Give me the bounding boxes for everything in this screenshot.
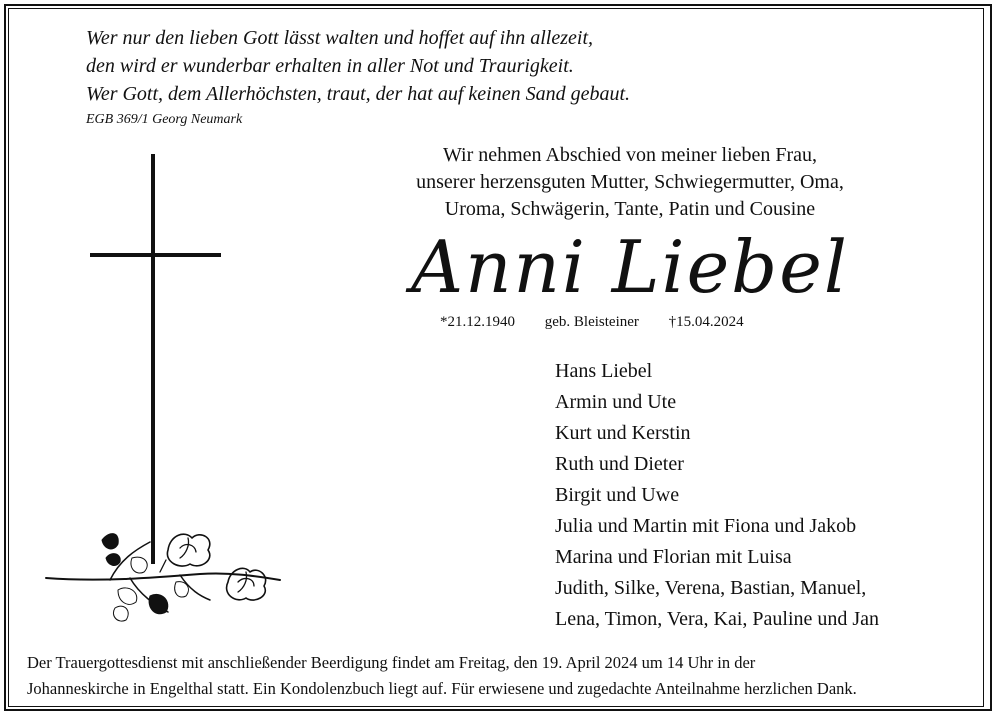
death-date: †15.04.2024 (668, 314, 744, 330)
verse-source: EGB 369/1 Georg Neumark (86, 112, 243, 127)
life-dates (440, 314, 744, 331)
list-item: Armin und Ute (555, 391, 677, 413)
farewell-intro (330, 142, 930, 223)
verse-line-2: den wird er wunderbar erhalten in aller Not und Traurigkeit. (86, 55, 574, 77)
cross-with-roses-icon (40, 150, 290, 640)
list-item: Birgit und Uwe (555, 484, 680, 506)
list-item: Marina und Florian mit Luisa (555, 546, 792, 568)
intro-line-3: Uroma, Schwägerin, Tante, Patin und Cousine (444, 198, 816, 220)
verse-line-1: Wer nur den lieben Gott lässt walten und hoffet auf ihn allezeit, (86, 27, 594, 49)
bible-verse (86, 24, 630, 108)
intro-line-1: Wir nehmen Abschied von meiner lieben Frau, (442, 144, 818, 166)
footer-line-1: Der Trauergottesdienst mit anschließender Beerdigung findet am Freitag, den 19. April 2024 um 14 Uhr in der (27, 653, 756, 672)
footer-line-2: Johanneskirche in Engelthal statt. Ein Kondolenzbuch liegt auf. Für erwiesene und zugedachte Anteilnahme herzlichen Dank. (27, 679, 857, 698)
deceased-name: Anni Liebel (411, 225, 849, 309)
intro-line-2: unserer herzensguten Mutter, Schwiegermutter, Oma, (416, 171, 844, 193)
verse-line-3: Wer Gott, dem Allerhöchsten, traut, der hat auf keinen Sand gebaut. (86, 83, 631, 105)
list-item: Judith, Silke, Verena, Bastian, Manuel, (555, 577, 867, 599)
mourners-list (555, 356, 879, 635)
list-item: Julia und Martin mit Fiona und Jakob (555, 515, 857, 537)
list-item: Hans Liebel (555, 360, 653, 382)
maiden-name: geb. Bleisteiner (544, 314, 639, 330)
list-item: Kurt und Kerstin (555, 422, 691, 444)
funeral-notice (27, 650, 857, 702)
list-item: Ruth und Dieter (555, 453, 684, 475)
birth-date: *21.12.1940 (440, 314, 515, 330)
list-item: Lena, Timon, Vera, Kai, Pauline und Jan (555, 608, 880, 630)
